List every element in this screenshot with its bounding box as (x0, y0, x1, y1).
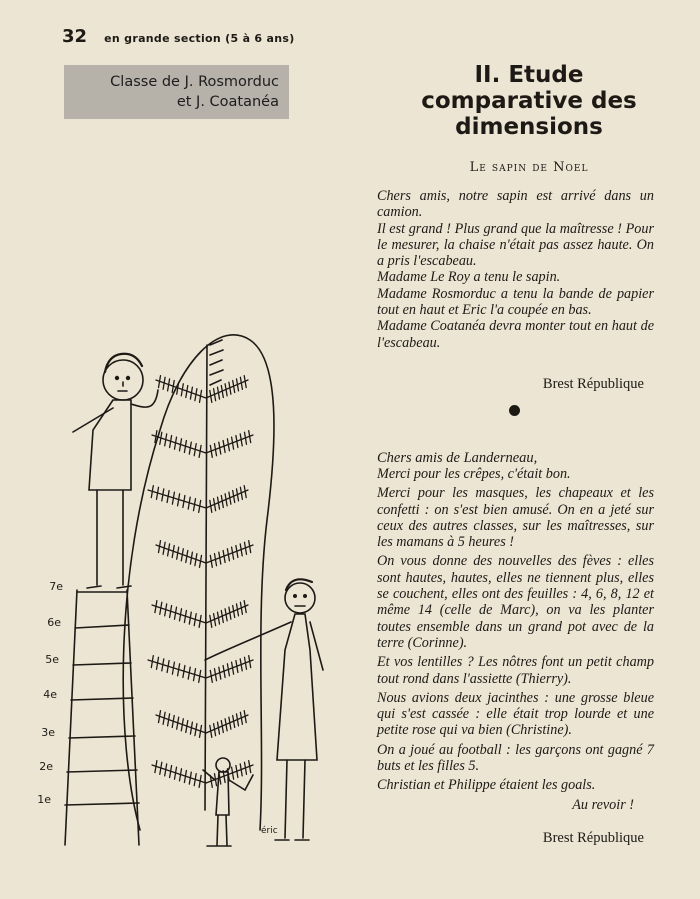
tree-outline (123, 335, 274, 830)
figure-on-ladder (73, 354, 158, 588)
page-header (62, 26, 295, 47)
letter1-paragraph: Madame Le Roy a tenu le sapin. (377, 269, 561, 286)
letter2-body (377, 466, 654, 816)
section-subtitle: Le sapin de Noel (469, 160, 589, 175)
letter2-paragraph: On vous donne des nouvelles des fèves : elles sont hautes, hautes, elles ne tiennent plus, elles se couchent, elles ont des feuilles : 4, 6, 8, 12 et même 14 (celle de Marc), on va les planter toutes ensemble dans un grand pot avec de la terre (Corinne). (377, 553, 654, 651)
ladder-step-label: 5e (45, 653, 59, 666)
letter2-paragraph: Christian et Philippe étaient les goals. (377, 777, 596, 794)
letter2-paragraph: Merci pour les masques, les chapeaux et les confetti : on s'est bien amusé. On en a jeté sur ceux des autres classes, sur les maîtresses, sur les mamans à 5 heures ! (377, 485, 654, 551)
class-credit-line2: et J. Coatanéa (176, 94, 279, 110)
section-title (380, 62, 678, 140)
ladder-step-label: 4e (43, 688, 57, 701)
letter2-paragraph: Nous avions deux jacinthes : une grosse bleue qui s'est cassée : elle était trop lourde et une petite rose qui va bien (Christine). (377, 689, 654, 739)
separator-bullet (509, 405, 520, 416)
ladder-step-label: 3e (41, 726, 55, 739)
class-credit-box (64, 65, 289, 119)
child-drawing-christmas-tree (37, 320, 345, 855)
ladder-step-label: 6e (47, 616, 61, 629)
letter1-paragraph: Madame Coatanéa devra monter tout en haut de l'escabeau. (377, 318, 654, 351)
tree-top-tuft (210, 340, 223, 385)
page-number: 32 (62, 26, 88, 47)
letter1-paragraph: Madame Rosmorduc a tenu la bande de papier tout en haut et Eric l'a coupée en bas. (377, 285, 654, 319)
section-title-line1: II. Etude (474, 62, 584, 88)
ladder-step-labels (37, 580, 63, 806)
letter2-paragraph: Merci pour les crêpes, c'était bon. (377, 466, 571, 482)
letter2-closing: Au revoir ! (572, 796, 634, 813)
ladder-step-label: 1e (37, 793, 51, 806)
letter2-signature: Brest République (542, 830, 644, 846)
letter1-paragraph: Chers amis, notre sapin est arrivé dans un camion. (377, 188, 654, 221)
letter1-signature: Brest République (542, 376, 644, 392)
tree-branches (148, 376, 253, 788)
letter2-paragraph: On a joué au football : les garçons ont gagné 7 buts et les filles 5. (377, 741, 654, 775)
letter1-paragraph: Il est grand ! Plus grand que la maîtresse ! Pour le mesurer, la chaise n'était pas assez haute. On a pris l'escabeau. (377, 220, 654, 270)
ladder-step-label: 2e (39, 760, 53, 773)
ladder-step-label: 7e (49, 580, 63, 593)
tree-trunk (205, 345, 207, 810)
section-title-line2: comparative des (421, 88, 637, 114)
letter2-greeting: Chers amis de Landerneau, (377, 450, 538, 466)
artist-signature: éric (261, 826, 278, 836)
letter2-paragraph: Et vos lentilles ? Les nôtres font un petit champ tout rond dans l'assiette (Thierry). (377, 654, 654, 687)
class-credit-line1: Classe de J. Rosmorduc (110, 74, 279, 90)
letter1-body (377, 188, 654, 351)
running-title: en grande section (5 à 6 ans) (104, 32, 295, 45)
ladder (65, 590, 139, 845)
section-title-line3: dimensions (455, 114, 603, 140)
